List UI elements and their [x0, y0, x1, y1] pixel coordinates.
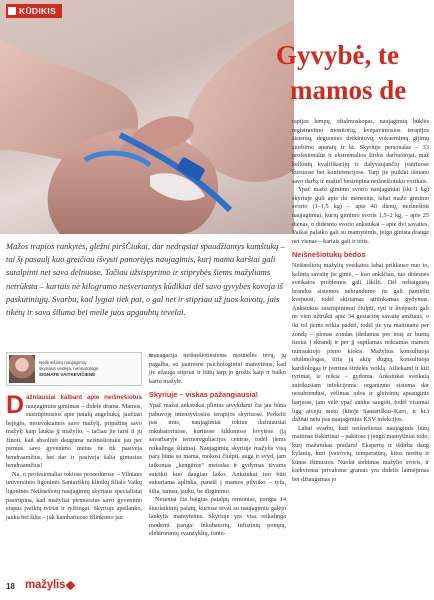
col2-subheading: Skyriuje – viskas pažangiausia! — [149, 390, 259, 400]
lead-text: Mažos trapios rankytės, gležni piršČiukai, dar nedrąsiai spaudžiantys kumštuką – tai šį pasaulį kuo greičiau išvysti panorėjęs naujagimis, kurį mama karštai gali sutalpinti net savo delnuose. Tačiau užsispyrimo ir stiprybės šiems mažyliams netrūksta – kartais nė kilogramo nesveriantys kūdikiai dėl savo gyvybės kovoja iš paskutiniųjų. Svarbu, kad lygiai tiek pat, o gal net ir stipriau už juos kovotų, jais tikėtų ir savo šiluma bei meile juos apgaubtų tėvelai. — [6, 241, 285, 318]
article-lead — [6, 240, 290, 319]
col3-paragraph-2: Ypač mažo gimimo svorio naujagimiai (iki 1 kg) skyriuje guli apie du mėnesius, labai mažo gimimo svorio (1–1,5 kg) – apie 40 dienų, neišnešioti naujagimiai, kurių gimimo svoris 1,5–2 kg, – apie 25 dienas, o didesnio svorio ankstukai – apie dvi savaites. Vaikai palaiko gali su mamytėmis, jeigu gimsta drauge nei vienas – kartais gali ir tėtis. — [292, 186, 429, 245]
col3-subheading: Neišnešiotukų bėdos — [292, 250, 366, 260]
drop-cap: D — [6, 391, 25, 419]
col2-paragraph-3: Neseniai čia baigtas patalpų remontas, įrengta 14 šiuolaikinių palatų, kuriose tėvai su naujagimiu galėjo lankytis mamyteims. Skyriuje yra visa reikalinga moderni įranga: inkubatorių, infuzinių pompų, elektroninių svarstyklių, fonto- — [149, 496, 286, 538]
author-role-line-1: Neišnešiotų naujagimių — [39, 359, 87, 365]
brand-name: mažylis — [25, 579, 66, 591]
page-footer — [0, 577, 434, 600]
col2-text-1: anagacija neišnešiotiesiems motinėlės tėvų, jų pagalba, su jautresnė psichologiniui mamytėms, kad jie užauga stipriai ir būtų tarp jo grožis kaip ir balko kartu mažylė. — [149, 352, 286, 385]
author-avatar — [9, 355, 35, 383]
col2-paragraph-2: Ypač mažai ankstukai plintus atvykdami čia jau būna pabuvoję intensyviosios terapijos skyriuose. Perkelti pas mus, naujagimiai tokius dažniausiai inkubatoriuose, kuriuose šildomose lovytėse (ją savarbaryje termoreguliacijos centras, todėl jiems reikalinga šiluma). Naujagimių skyriuje mažylis visą parą būna su mama, mokosi čiulpti, auga ir svyd, jam taikomas „kengūros“ metodas ir gydymas tėvams suteikti kuo daugiau laiko. Ankstukai tuo būti sukuriama aplinka, panaši į mamos pilvuko – tylu, šilta, tamsu, jauku, be dirginimo. — [149, 402, 286, 495]
page-number: 18 — [6, 582, 15, 591]
title-line-1: Gyvybė, te — [276, 40, 399, 70]
col1-paragraph-1 — [6, 391, 142, 471]
col1-red-lead: ažniausiai kalbant apie neišnešiotus — [26, 394, 142, 401]
title-line-2: mamos de — [290, 75, 407, 105]
col3-paragraph-1: rapijos lempų, oftalmoskopas, naujagimių būklės registravimo monitorių, kvėpavimosios terapijos sistemų, deguonies drėkintuvų, vokuemimų gijimų siurbimo aparatų ir kt. Skyriuje personalas – 33 profesionalūs ir ekstremalios širdos darbuotojai, maž kelionių kvalifikacijų ir dalyvaujančių įvairiuose kursuose bei konferencijose. Tarp jie puikiai išmano savo darbą ir mažiel besirūpina neišnešiotuku vorikais. — [292, 118, 429, 185]
col3-paragraph-4: Labai svarbu, kad neišnešiotas naujagimis būtų maitinas išskirtinai – pakitose į jengti mamytiniai todo, kurį mažutukas pradaro! Ekspertų ir išdirba daug kylanių, kuri įvairovių, temperatūrą, kitos norėtų ir kūnas ištinusios. Nuolat stebimas mažylio svoris, ir kiekvienas privalome gramas yra didelis laimėjimas bei džiaugsmas jo — [292, 424, 429, 483]
column-1 — [6, 391, 142, 522]
magazine-brand — [25, 579, 74, 591]
col2-paragraph-1 — [149, 352, 286, 386]
col2-bold-lead: te — [149, 352, 154, 359]
author-name: SIGNATE VAITKEVIČIENĖ — [39, 372, 96, 378]
author-role-line-2: skyriaus vedėja, neonatologė — [39, 365, 99, 371]
article-title — [276, 38, 434, 116]
author-box — [6, 352, 142, 386]
col1-paragraph-2: Na, o profesionaliai tokiose procedūrose – Vilniaus universiteto ligoninės Santariškių klinikų filialo Vaikų ligoninės Neišnešiotų naujagimių skyriaus specialistai pasirūpina, kad mažyliai pirmuosius savo gyvenimo etapus įveiktų tvirtai ir ryžtingai. Skyriuje apsilanko, jauku bei šilta – juk kambariuose išlinksmo jau — [6, 470, 142, 521]
hero-photo — [0, 0, 294, 234]
column-3 — [292, 118, 429, 484]
baby-hand-illustration — [0, 0, 294, 234]
heart-icon — [66, 580, 76, 590]
author-text — [39, 360, 99, 379]
section-tag-label: KŪDIKIS — [19, 6, 57, 16]
section-tag — [6, 4, 62, 18]
col1-text-1: naujagimius gimimas – didelė drama. Mamos, susirūpinusios apie patalų angeliuką, jaučiasi bejėgės, nesuvokiamos savo mažylį, pripažinę savo mažylį kaip laukia jį mažylio, – tačiau jie tarsi ti jų žinoti, kad absoliuti dauguma neišnešiotuku jau per pirmus savo gyvenimo metus ne tik pasiveja bendraamžius, bet dar ir pasiveja šalia gimusius bendraamžius! — [6, 402, 142, 470]
column-2 — [149, 352, 286, 539]
col3-paragraph-3: Neišnešiotų mažylių sveikatos labai priklauso nuo to, kelintą savaitę jie gimė, – kuo ankščiau, tuo didesnės sveikatos problemos gali iškilti. Dėl nebaigusių brandos sistemos nebrandumo jie gali pamiršti kvėpuoti, todėl skiriamas atitinkamas gydymas. Ankstukus susirūpinimui čiulpti, ryti ir kvėpuoti gali ne vien užtrukti apie 34 gestacinę savaitę amžiaus, o iki tol jiems reikia padėti, todėl jie yra maitinami per zondą – plonas zondas įdedamas per nosį ar burną tiesiai į skrandį ir per jį supilamas reikiamas mamos nutrauktojo pieno kiekis. Mažylius konsultuoja oftalmologas, tiria jų akių dugną, konsultuoja kardiologas ir įvertina širdelės veiklą. Atliekami ir kiti tyrimai, ie reikia – gydoma. Ankstukai sveikatą sutrikusiam infekcijoms: organizmo sistema dar nesubrendusi, vėlimas odos ir gleivinių apsauginis barjeras, jam vėlė ypač sunku saugoti, todėl visumai ligų atveju metu (kitoje Santariškio–Karo, ir kt.) dažnai netu pas naujagimius KSV infekcijos. — [292, 262, 429, 424]
section-square-icon — [8, 7, 16, 15]
